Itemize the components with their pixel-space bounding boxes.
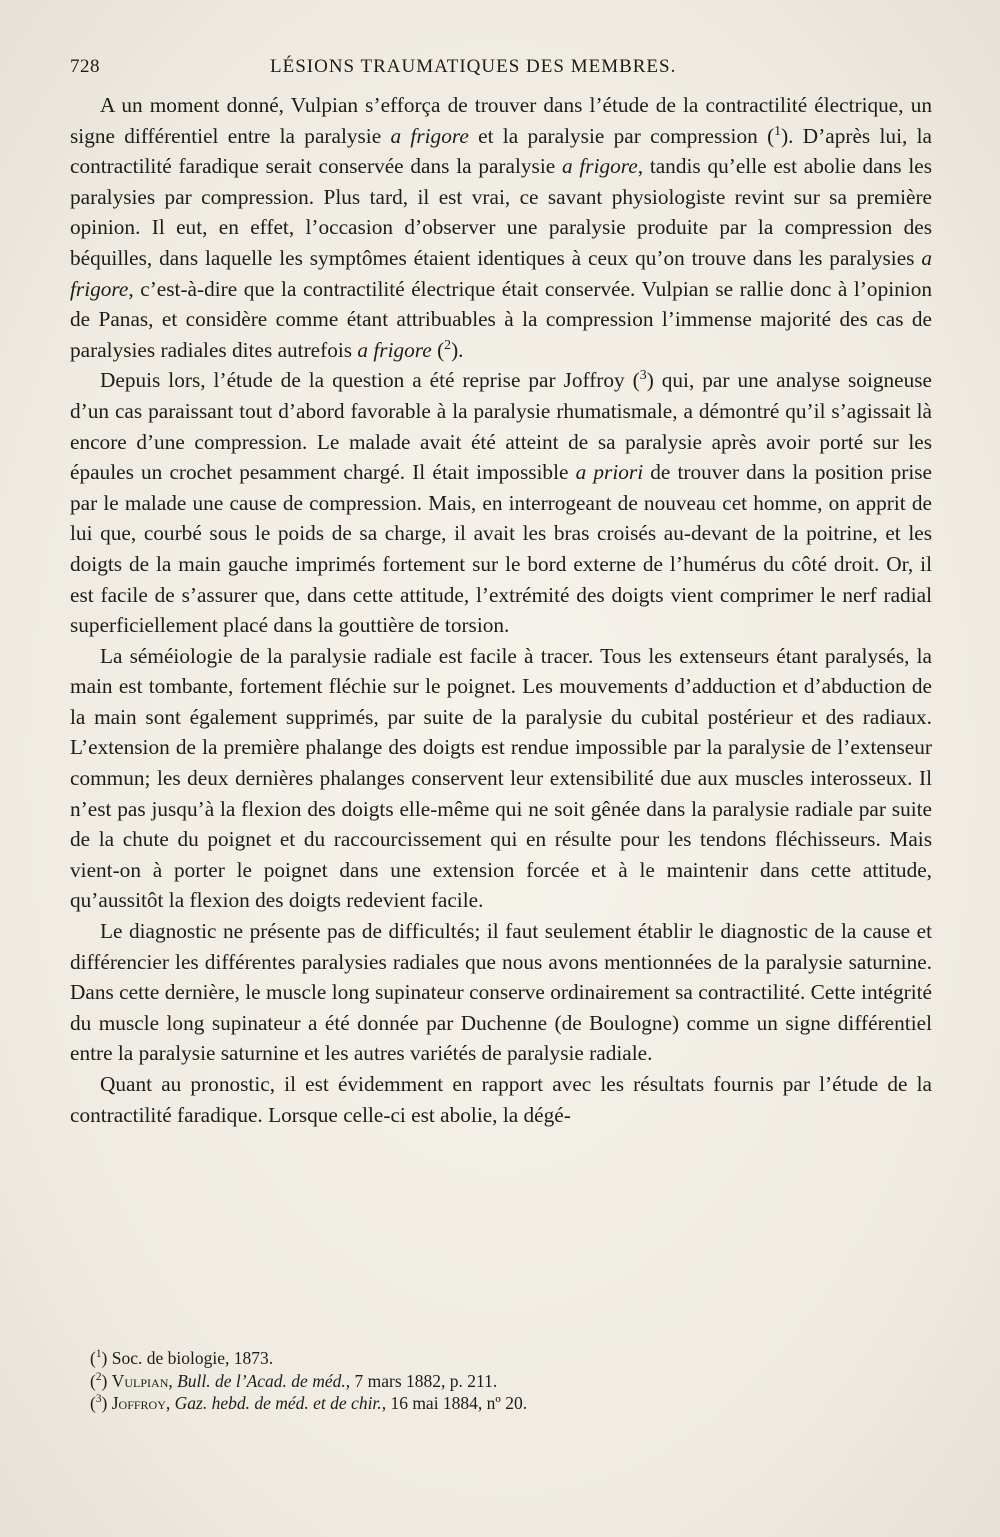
footnote-ref: 2 [95,1370,102,1383]
text-run: , 7 mars 1882, p. 211. [345,1370,498,1391]
body-text [70,90,932,1130]
text-run: ). D’après lui, la contractilité faradique serait conservée dans la paralysie [70,123,932,179]
text-run: ( [90,1393,96,1413]
text-run: ) qui, par une analyse soigneuse d’un cas paraissant tout d’abord favorable à la paralysie rhumatismale, a démontré qu’il s’agissait là encore d’une compression. Le malade avait été atteint de sa paralysie après avoir porté sur les épaules un crochet pesamment chargé. Il était impossible [70,368,932,485]
paragraph [70,365,932,640]
page-header [70,56,934,84]
text-run: A un moment donné, Vulpian s’efforça de trouver dans l’étude de la contractilité électrique, un signe différentiel entre la paralysie [70,93,932,148]
text-run: de trouver dans la position prise par le malade une cause de compression. Mais, en interrogeant de nouveau cet homme, on apprit de lui que, courbé sous le poids de sa charge, il avait les bras croisés au-devant de la poitrine, et les doigts de la main gauche imprimés fortement sur le bord externe de l’humérus du côté droit. Or, il est facile de s’assurer que, dans cette attitude, l’extrémité des doigts vient comprimer le nerf radial superficiellement placé dans la gouttière de torsion. [70,460,933,638]
author-name: Vulpian [111,1370,169,1391]
page-number: 728 [70,56,100,77]
paragraph [70,916,932,1069]
text-run: et la paralysie par compression ( [468,123,775,148]
italic-text: a frigore [561,154,638,179]
text-run: Le diagnostic ne présente pas de difficultés; il faut seulement établir le diagnostic de la cause et différencier les différentes paralysies radiales que nous avons mentionnées de la paralysie saturnine. Dans cette dernière, le muscle long supinateur conserve ordinairement sa contractilité. Cette intégrité du muscle long supinateur a été donnée par Duchenne (de Boulogne) comme un signe différentiel entre la paralysie saturnine et les autres variétés de paralysie radiale. [70,919,932,1066]
text-run: Quant au pronostic, il est évidemment en rapport avec les résultats fournis par l’étude de la contractilité faradique. Lorsque celle-ci est abolie, la dégé- [70,1072,932,1127]
author-name: Joffroy [111,1393,166,1413]
italic-text: Gaz. hebd. de méd. et de chir. [174,1393,382,1413]
text-run: ) [101,1370,112,1391]
italic-text: Bull. de l’Acad. de méd. [177,1370,346,1391]
text-run: , [168,1370,178,1391]
footnotes [90,1347,910,1415]
running-title: LÉSIONS TRAUMATIQUES DES MEMBRES. [270,56,677,77]
footnote [90,1392,910,1415]
text-run: , 16 mai 1884, nº 20. [381,1393,528,1413]
footnote-ref: 1 [95,1348,102,1361]
footnote [90,1347,910,1370]
text-run: , tandis qu’elle est abolie dans les paralysies par compression. Plus tard, il est vrai, ce savant physiologiste revint sur sa première opinion. Il eut, en effet, l’occasion d’observer une paralysie produite par la compression des béquilles, dans laquelle les symptômes étaient identiques à ceux qu’on trouve dans les paralysies [70,154,932,270]
text-run: Depuis lors, l’étude de la question a été reprise par Joffroy ( [100,368,640,393]
text-run: ( [90,1370,96,1391]
footnote-ref: 2 [444,336,452,352]
italic-text: a frigore [70,245,932,301]
footnote-ref: 3 [95,1393,102,1406]
text-run: ( [431,337,445,362]
text-run: ( [90,1348,96,1368]
text-run: La séméiologie de la paralysie radiale est facile à tracer. Tous les extenseurs étant paralysés, la main est tombante, fortement fléchie sur le poignet. Les mouvements d’adduction et d’abduction de la main sont également supprimés, par suite de la paralysie du cubital postérieur et des radiaux. L’extension de la première phalange des doigts est rendue impossible par la paralysie de l’extenseur commun; les deux dernières phalanges conservent leur extensibilité due aux muscles interosseux. Il n’est pas jusqu’à la flexion des doigts elle-même qui ne soit gênée dans la paralysie radiale par suite de la chute du poignet et du raccourcissement qui en résulte pour les tendons fléchisseurs. Mais vient-on à porter le poignet dans une extension forcée et à le maintenir dans cette attitude, qu’aussitôt la flexion des doigts redevient facile. [70,643,932,913]
italic-text: a priori [575,460,644,485]
text-run: ) Soc. de biologie, 1873. [101,1348,274,1368]
footnote [90,1370,910,1393]
text-run: ) [101,1393,112,1413]
text-run: ). [451,337,464,362]
italic-text: a frigore [390,123,469,148]
footnote-ref: 3 [639,367,647,383]
paragraph [70,641,932,916]
text-run: , [165,1393,175,1413]
italic-text: a frigore [357,337,432,362]
footnote-ref: 1 [774,122,782,138]
paragraph [70,1069,932,1130]
text-run: , c’est-à-dire que la contractilité électrique était conservée. Vulpian se rallie donc à l’opinion de Panas, et considère comme étant attribuables à la compression l’immense majorité des cas de paralysies radiales dites autrefois [70,276,932,362]
paragraph [70,90,932,365]
